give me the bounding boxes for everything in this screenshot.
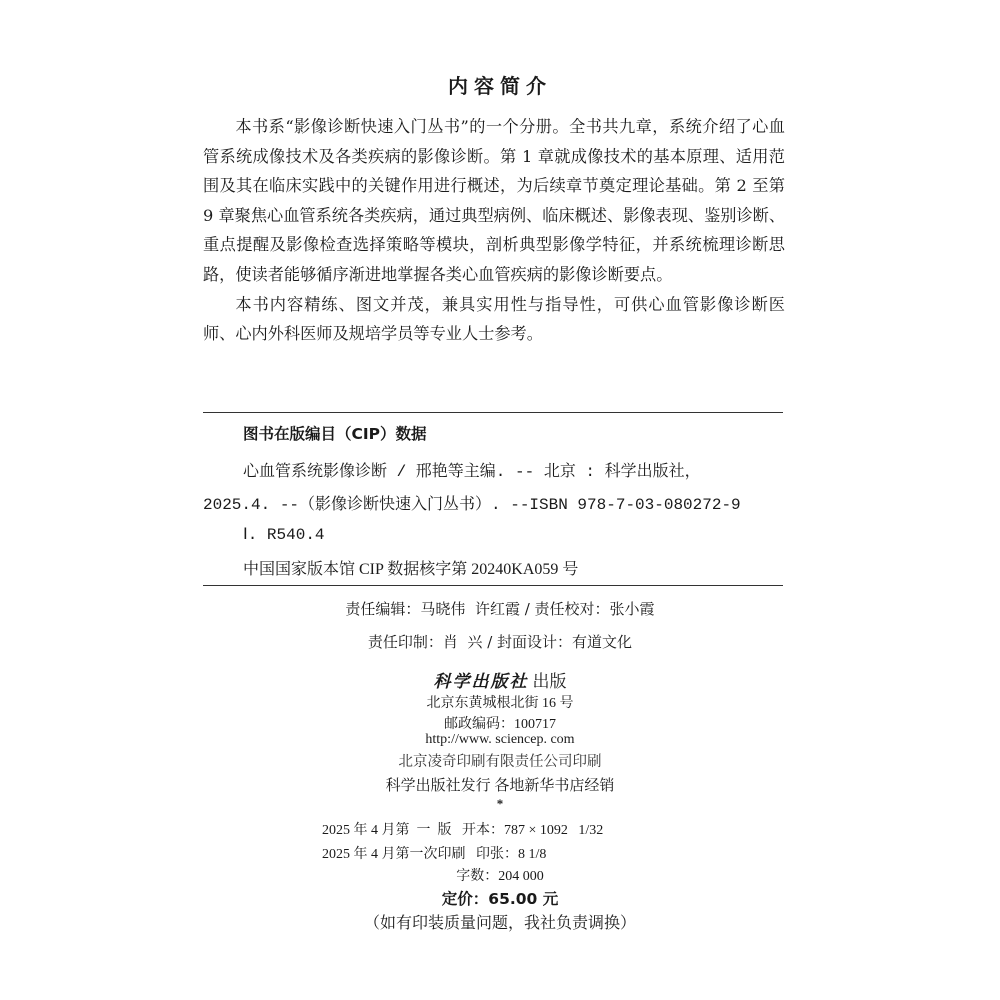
publisher-address: 北京东黄城根北街 16 号 [426, 696, 574, 711]
separator-asterisk: * [496, 796, 504, 811]
publisher-website: http://www. sciencep. com [425, 732, 575, 747]
publisher-name: 科学出版社 [433, 672, 529, 691]
word-count: 字数：204 000 [456, 869, 544, 884]
intro-paragraph-1: 本书系“影像诊断快速入门丛书”的一个分册。全书共九章，系统介绍了心血管系统成像技术及各类疾病的影像诊断。第 1 章就成像技术的基本原理、适用范围及其在临床实践中的关键作用进行概述，为后续章节奠定理论基础。第 2 至第 9 章聚焦心血管系统各类疾病，通过典型病例、临床概述、影像表现、鉴别诊断、重点提醒及影像检查选择策略等模块，剖析典型影像学特征，并系统梳理诊断思路，使读者能够循序渐进地掌握各类心血管疾病的影像诊断要点。 [203, 117, 786, 284]
publisher-postcode: 邮政编码：100717 [444, 717, 556, 732]
publisher-suffix: 出版 [532, 672, 567, 691]
distribution-line: 科学出版社发行 各地新华书店经销 [385, 778, 615, 794]
printing-line: 2025 年 4 月第一次印刷 印张：8 1/8 [322, 847, 547, 862]
price-label: 定价：65.00 元 [441, 890, 559, 908]
cip-line-2: 2025.4. --（影像诊断快速入门丛书）. --ISBN 978-7-03-080272-9 [203, 496, 741, 514]
credits-line-2: 责任印制：肖 兴 / 封面设计：有道文化 [367, 633, 633, 651]
cip-line-4: 中国国家版本馆 CIP 数据核字第 20240KA059 号 [243, 561, 579, 578]
printer-line: 北京凌奇印刷有限责任公司印刷 [398, 754, 602, 770]
quality-note: （如有印装质量问题，我社负责调换） [363, 915, 636, 932]
credits-line-1: 责任编辑：马晓伟 许红霞 / 责任校对：张小霞 [345, 600, 655, 618]
cip-heading: 图书在版编目（CIP）数据 [243, 425, 427, 443]
publisher-line [0, 667, 1000, 692]
intro-title: 内容简介 [448, 74, 552, 98]
intro-paragraph-2: 本书内容精练、图文并茂，兼具实用性与指导性，可供心血管影像诊断医师、心内外科医师及规培学员等专业人士参考。 [203, 294, 785, 344]
edition-line: 2025 年 4 月第 一 版 开本：787 × 1092 1/32 [322, 823, 604, 838]
intro-body [203, 112, 785, 349]
cip-top-rule [203, 412, 783, 413]
cip-line-1: 心血管系统影像诊断 / 邢艳等主编. -- 北京 : 科学出版社， [243, 463, 701, 481]
cip-bottom-rule [203, 585, 783, 586]
cip-line-3: Ⅰ. R540.4 [243, 526, 325, 544]
